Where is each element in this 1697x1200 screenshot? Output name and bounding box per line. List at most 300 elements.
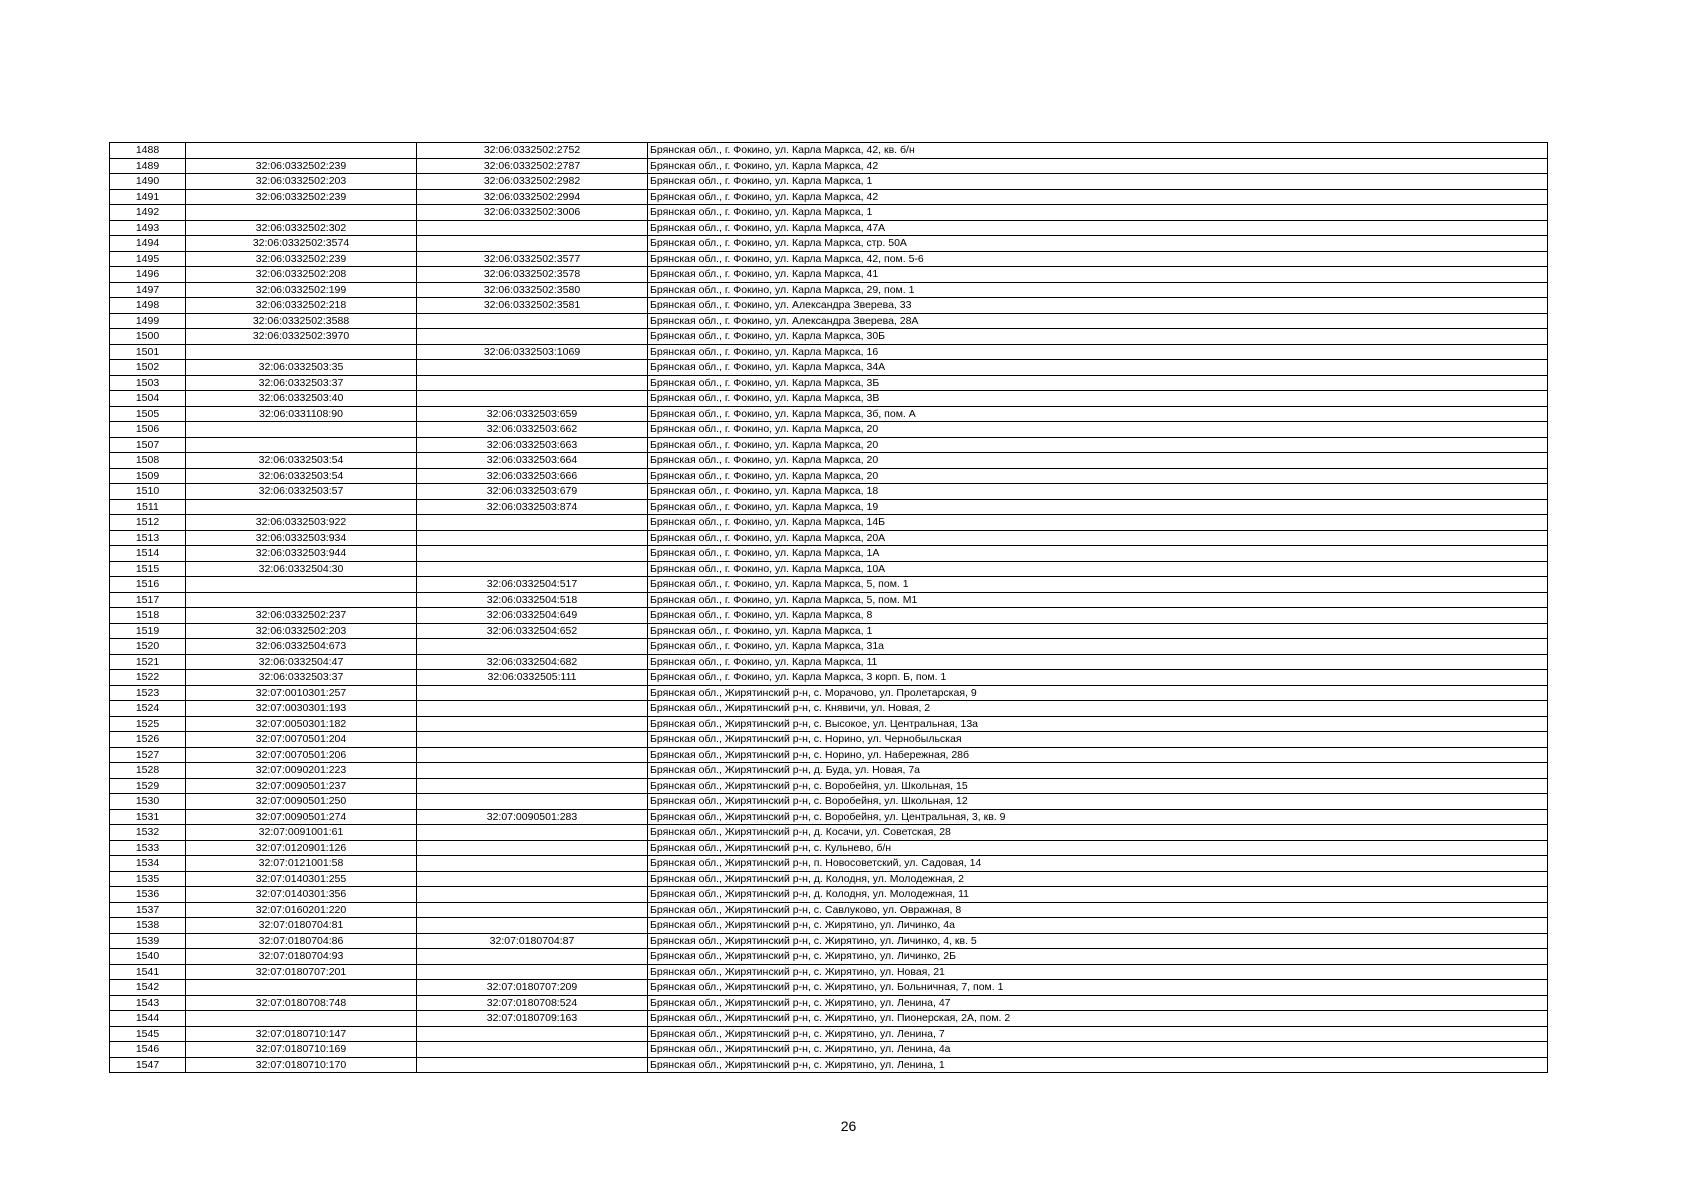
- address-cell: Брянская обл., г. Фокино, ул. Карла Маркса, 20: [648, 468, 1548, 484]
- address-cell: Брянская обл., Жирятинский р-н, д. Буда, ул. Новая, 7а: [648, 763, 1548, 779]
- address-cell: Брянская обл., г. Фокино, ул. Карла Маркса, 30Б: [648, 329, 1548, 345]
- row-number-cell: 1489: [110, 158, 186, 174]
- table-row: [110, 763, 1548, 779]
- table-row: [110, 995, 1548, 1011]
- object-cadastral-number-cell: [417, 918, 648, 934]
- row-number-cell: 1497: [110, 282, 186, 298]
- cadastral-number-cell: 32:07:0180710:169: [186, 1042, 417, 1058]
- row-number-cell: 1507: [110, 437, 186, 453]
- cadastral-number-cell: 32:06:0332503:934: [186, 530, 417, 546]
- table-row: [110, 1057, 1548, 1073]
- address-cell: Брянская обл., Жирятинский р-н, д. Косачи, ул. Советская, 28: [648, 825, 1548, 841]
- object-cadastral-number-cell: 32:06:0332502:2752: [417, 143, 648, 159]
- table-row: [110, 515, 1548, 531]
- object-cadastral-number-cell: 32:06:0332503:659: [417, 406, 648, 422]
- object-cadastral-number-cell: 32:06:0332502:3578: [417, 267, 648, 283]
- row-number-cell: 1527: [110, 747, 186, 763]
- cadastral-number-cell: 32:07:0180704:86: [186, 933, 417, 949]
- row-number-cell: 1500: [110, 329, 186, 345]
- row-number-cell: 1543: [110, 995, 186, 1011]
- object-cadastral-number-cell: [417, 778, 648, 794]
- object-cadastral-number-cell: 32:07:0180704:87: [417, 933, 648, 949]
- cadastral-number-cell: 32:06:0332504:30: [186, 561, 417, 577]
- object-cadastral-number-cell: [417, 375, 648, 391]
- row-number-cell: 1499: [110, 313, 186, 329]
- address-cell: Брянская обл., г. Фокино, ул. Карла Маркса, 34А: [648, 360, 1548, 376]
- object-cadastral-number-cell: 32:06:0332503:662: [417, 422, 648, 438]
- row-number-cell: 1519: [110, 623, 186, 639]
- address-cell: Брянская обл., г. Фокино, ул. Карла Маркса, 5, пом. М1: [648, 592, 1548, 608]
- address-cell: Брянская обл., г. Фокино, ул. Карла Маркса, 42, пом. 5-6: [648, 251, 1548, 267]
- address-cell: Брянская обл., г. Фокино, ул. Карла Маркса, 1: [648, 205, 1548, 221]
- object-cadastral-number-cell: [417, 871, 648, 887]
- cadastral-number-cell: 32:07:0030301:193: [186, 701, 417, 717]
- object-cadastral-number-cell: 32:06:0332502:3581: [417, 298, 648, 314]
- table-row: [110, 189, 1548, 205]
- row-number-cell: 1498: [110, 298, 186, 314]
- address-cell: Брянская обл., г. Фокино, ул. Карла Маркса, 31а: [648, 639, 1548, 655]
- address-cell: Брянская обл., г. Фокино, ул. Карла Маркса, 29, пом. 1: [648, 282, 1548, 298]
- cadastral-number-cell: 32:06:0332503:37: [186, 375, 417, 391]
- cadastral-number-cell: [186, 422, 417, 438]
- table-row: [110, 174, 1548, 190]
- address-cell: Брянская обл., Жирятинский р-н, с. Жирятино, ул. Личинко, 2Б: [648, 949, 1548, 965]
- cadastral-number-cell: 32:06:0332503:944: [186, 546, 417, 562]
- cadastral-number-cell: 32:07:0180704:93: [186, 949, 417, 965]
- row-number-cell: 1522: [110, 670, 186, 686]
- table-row: [110, 1042, 1548, 1058]
- row-number-cell: 1518: [110, 608, 186, 624]
- object-cadastral-number-cell: [417, 561, 648, 577]
- row-number-cell: 1493: [110, 220, 186, 236]
- records-table-body: [110, 143, 1548, 1073]
- cadastral-number-cell: 32:07:0180707:201: [186, 964, 417, 980]
- address-cell: Брянская обл., г. Фокино, ул. Карла Маркса, 20А: [648, 530, 1548, 546]
- object-cadastral-number-cell: 32:06:0332503:1069: [417, 344, 648, 360]
- address-cell: Брянская обл., Жирятинский р-н, с. Жирятино, ул. Больничная, 7, пом. 1: [648, 980, 1548, 996]
- row-number-cell: 1541: [110, 964, 186, 980]
- object-cadastral-number-cell: [417, 763, 648, 779]
- cadastral-number-cell: 32:06:0332503:54: [186, 453, 417, 469]
- object-cadastral-number-cell: 32:06:0332502:3580: [417, 282, 648, 298]
- table-row: [110, 298, 1548, 314]
- cadastral-number-cell: 32:06:0332502:203: [186, 174, 417, 190]
- table-row: [110, 406, 1548, 422]
- cadastral-number-cell: 32:07:0180710:170: [186, 1057, 417, 1073]
- object-cadastral-number-cell: 32:06:0332504:682: [417, 654, 648, 670]
- row-number-cell: 1517: [110, 592, 186, 608]
- table-row: [110, 825, 1548, 841]
- row-number-cell: 1513: [110, 530, 186, 546]
- address-cell: Брянская обл., Жирятинский р-н, с. Жирятино, ул. Ленина, 4а: [648, 1042, 1548, 1058]
- address-cell: Брянская обл., г. Фокино, ул. Карла Маркса, 20: [648, 422, 1548, 438]
- cadastral-number-cell: 32:07:0140301:356: [186, 887, 417, 903]
- table-row: [110, 236, 1548, 252]
- object-cadastral-number-cell: 32:06:0332503:664: [417, 453, 648, 469]
- cadastral-number-cell: 32:07:0070501:206: [186, 747, 417, 763]
- object-cadastral-number-cell: 32:07:0180709:163: [417, 1011, 648, 1027]
- row-number-cell: 1524: [110, 701, 186, 717]
- table-row: [110, 918, 1548, 934]
- row-number-cell: 1511: [110, 499, 186, 515]
- cadastral-number-cell: 32:06:0332504:673: [186, 639, 417, 655]
- table-row: [110, 794, 1548, 810]
- cadastral-number-cell: [186, 205, 417, 221]
- object-cadastral-number-cell: [417, 949, 648, 965]
- cadastral-number-cell: 32:06:0332503:37: [186, 670, 417, 686]
- row-number-cell: 1512: [110, 515, 186, 531]
- row-number-cell: 1501: [110, 344, 186, 360]
- cadastral-number-cell: 32:06:0332503:54: [186, 468, 417, 484]
- address-cell: Брянская обл., г. Фокино, ул. Карла Маркса, 3б, пом. А: [648, 406, 1548, 422]
- cadastral-number-cell: 32:06:0332502:218: [186, 298, 417, 314]
- object-cadastral-number-cell: [417, 902, 648, 918]
- table-row: [110, 716, 1548, 732]
- address-cell: Брянская обл., г. Фокино, ул. Карла Маркса, 5, пом. 1: [648, 577, 1548, 593]
- address-cell: Брянская обл., г. Фокино, ул. Александра Зверева, 33: [648, 298, 1548, 314]
- row-number-cell: 1514: [110, 546, 186, 562]
- row-number-cell: 1521: [110, 654, 186, 670]
- row-number-cell: 1538: [110, 918, 186, 934]
- table-row: [110, 949, 1548, 965]
- address-cell: Брянская обл., г. Фокино, ул. Карла Маркса, 42, кв. б/н: [648, 143, 1548, 159]
- row-number-cell: 1510: [110, 484, 186, 500]
- object-cadastral-number-cell: [417, 732, 648, 748]
- row-number-cell: 1536: [110, 887, 186, 903]
- object-cadastral-number-cell: 32:06:0332504:517: [417, 577, 648, 593]
- address-cell: Брянская обл., г. Фокино, ул. Карла Маркса, 1: [648, 623, 1548, 639]
- address-cell: Брянская обл., Жирятинский р-н, с. Норино, ул. Набережная, 28б: [648, 747, 1548, 763]
- cadastral-number-cell: 32:06:0332504:47: [186, 654, 417, 670]
- row-number-cell: 1534: [110, 856, 186, 872]
- cadastral-number-cell: 32:07:0160201:220: [186, 902, 417, 918]
- cadastral-number-cell: 32:06:0332502:199: [186, 282, 417, 298]
- row-number-cell: 1546: [110, 1042, 186, 1058]
- object-cadastral-number-cell: [417, 685, 648, 701]
- cadastral-number-cell: [186, 344, 417, 360]
- object-cadastral-number-cell: 32:06:0332502:2787: [417, 158, 648, 174]
- row-number-cell: 1491: [110, 189, 186, 205]
- cadastral-number-cell: 32:07:0180704:81: [186, 918, 417, 934]
- cadastral-number-cell: 32:06:0332502:203: [186, 623, 417, 639]
- cadastral-number-cell: [186, 1011, 417, 1027]
- row-number-cell: 1544: [110, 1011, 186, 1027]
- object-cadastral-number-cell: [417, 1042, 648, 1058]
- address-cell: Брянская обл., г. Фокино, ул. Карла Маркса, 20: [648, 437, 1548, 453]
- cadastral-number-cell: 32:07:0090501:274: [186, 809, 417, 825]
- address-cell: Брянская обл., г. Фокино, ул. Карла Маркса, 11: [648, 654, 1548, 670]
- page-number: 26: [840, 1118, 857, 1134]
- object-cadastral-number-cell: 32:06:0332504:518: [417, 592, 648, 608]
- cadastral-number-cell: 32:06:0332502:3574: [186, 236, 417, 252]
- cadastral-number-cell: 32:07:0090501:250: [186, 794, 417, 810]
- address-cell: Брянская обл., Жирятинский р-н, с. Жирятино, ул. Пионерская, 2А, пом. 2: [648, 1011, 1548, 1027]
- row-number-cell: 1545: [110, 1026, 186, 1042]
- address-cell: Брянская обл., г. Фокино, ул. Карла Маркса, 3 корп. Б, пом. 1: [648, 670, 1548, 686]
- row-number-cell: 1488: [110, 143, 186, 159]
- row-number-cell: 1526: [110, 732, 186, 748]
- object-cadastral-number-cell: [417, 1026, 648, 1042]
- address-cell: Брянская обл., Жирятинский р-н, с. Жирятино, ул. Ленина, 47: [648, 995, 1548, 1011]
- object-cadastral-number-cell: 32:06:0332502:3577: [417, 251, 648, 267]
- table-row: [110, 453, 1548, 469]
- object-cadastral-number-cell: [417, 747, 648, 763]
- cadastral-number-cell: 32:07:0140301:255: [186, 871, 417, 887]
- table-row: [110, 887, 1548, 903]
- cadastral-number-cell: 32:07:0180710:147: [186, 1026, 417, 1042]
- row-number-cell: 1540: [110, 949, 186, 965]
- cadastral-number-cell: 32:06:0332502:302: [186, 220, 417, 236]
- address-cell: Брянская обл., Жирятинский р-н, с. Жирятино, ул. Ленина, 7: [648, 1026, 1548, 1042]
- object-cadastral-number-cell: [417, 840, 648, 856]
- table-row: [110, 732, 1548, 748]
- row-number-cell: 1539: [110, 933, 186, 949]
- table-row: [110, 639, 1548, 655]
- table-row: [110, 933, 1548, 949]
- row-number-cell: 1531: [110, 809, 186, 825]
- address-cell: Брянская обл., Жирятинский р-н, с. Кульнево, б/н: [648, 840, 1548, 856]
- cadastral-number-cell: 32:06:0332502:239: [186, 189, 417, 205]
- table-row: [110, 267, 1548, 283]
- table-row: [110, 422, 1548, 438]
- address-cell: Брянская обл., г. Фокино, ул. Карла Маркса, 3В: [648, 391, 1548, 407]
- object-cadastral-number-cell: [417, 360, 648, 376]
- table-row: [110, 1011, 1548, 1027]
- row-number-cell: 1529: [110, 778, 186, 794]
- table-row: [110, 809, 1548, 825]
- object-cadastral-number-cell: [417, 856, 648, 872]
- object-cadastral-number-cell: [417, 391, 648, 407]
- address-cell: Брянская обл., г. Фокино, ул. Карла Маркса, 19: [648, 499, 1548, 515]
- object-cadastral-number-cell: [417, 329, 648, 345]
- table-row: [110, 499, 1548, 515]
- cadastral-number-cell: 32:06:0332503:40: [186, 391, 417, 407]
- cadastral-number-cell: 32:07:0070501:204: [186, 732, 417, 748]
- address-cell: Брянская обл., г. Фокино, ул. Карла Маркса, 18: [648, 484, 1548, 500]
- cadastral-number-cell: 32:07:0090201:223: [186, 763, 417, 779]
- table-row: [110, 375, 1548, 391]
- address-cell: Брянская обл., г. Фокино, ул. Карла Маркса, 42: [648, 189, 1548, 205]
- row-number-cell: 1528: [110, 763, 186, 779]
- object-cadastral-number-cell: [417, 794, 648, 810]
- table-row: [110, 980, 1548, 996]
- address-cell: Брянская обл., Жирятинский р-н, с. Морачово, ул. Пролетарская, 9: [648, 685, 1548, 701]
- object-cadastral-number-cell: [417, 701, 648, 717]
- address-cell: Брянская обл., Жирятинский р-н, с. Норино, ул. Чернобыльская: [648, 732, 1548, 748]
- address-cell: Брянская обл., г. Фокино, ул. Карла Маркса, 3Б: [648, 375, 1548, 391]
- cadastral-number-cell: 32:06:0332502:239: [186, 251, 417, 267]
- row-number-cell: 1494: [110, 236, 186, 252]
- row-number-cell: 1535: [110, 871, 186, 887]
- table-row: [110, 747, 1548, 763]
- cadastral-number-cell: 32:07:0091001:61: [186, 825, 417, 841]
- address-cell: Брянская обл., Жирятинский р-н, д. Колодня, ул. Молодежная, 2: [648, 871, 1548, 887]
- object-cadastral-number-cell: 32:07:0180708:524: [417, 995, 648, 1011]
- table-row: [110, 670, 1548, 686]
- row-number-cell: 1506: [110, 422, 186, 438]
- table-row: [110, 391, 1548, 407]
- address-cell: Брянская обл., Жирятинский р-н, д. Колодня, ул. Молодежная, 11: [648, 887, 1548, 903]
- table-row: [110, 484, 1548, 500]
- row-number-cell: 1502: [110, 360, 186, 376]
- address-cell: Брянская обл., г. Фокино, ул. Карла Маркса, 1А: [648, 546, 1548, 562]
- row-number-cell: 1515: [110, 561, 186, 577]
- cadastral-number-cell: [186, 437, 417, 453]
- address-cell: Брянская обл., Жирятинский р-н, с. Жирятино, ул. Новая, 21: [648, 964, 1548, 980]
- row-number-cell: 1504: [110, 391, 186, 407]
- table-row: [110, 546, 1548, 562]
- cadastral-number-cell: 32:06:0332503:35: [186, 360, 417, 376]
- object-cadastral-number-cell: [417, 530, 648, 546]
- object-cadastral-number-cell: [417, 236, 648, 252]
- cadastral-number-cell: 32:06:0332502:3588: [186, 313, 417, 329]
- table-row: [110, 329, 1548, 345]
- row-number-cell: 1503: [110, 375, 186, 391]
- table-row: [110, 592, 1548, 608]
- object-cadastral-number-cell: [417, 313, 648, 329]
- cadastral-number-cell: 32:06:0332503:922: [186, 515, 417, 531]
- object-cadastral-number-cell: 32:06:0332503:666: [417, 468, 648, 484]
- cadastral-number-cell: 32:06:0332503:57: [186, 484, 417, 500]
- address-cell: Брянская обл., г. Фокино, ул. Карла Маркса, 14Б: [648, 515, 1548, 531]
- row-number-cell: 1490: [110, 174, 186, 190]
- table-row: [110, 360, 1548, 376]
- cadastral-number-cell: 32:06:0332502:239: [186, 158, 417, 174]
- table-row: [110, 468, 1548, 484]
- row-number-cell: 1505: [110, 406, 186, 422]
- address-cell: Брянская обл., г. Фокино, ул. Карла Маркса, 42: [648, 158, 1548, 174]
- address-cell: Брянская обл., г. Фокино, ул. Александра Зверева, 28А: [648, 313, 1548, 329]
- table-row: [110, 577, 1548, 593]
- table-row: [110, 205, 1548, 221]
- address-cell: Брянская обл., г. Фокино, ул. Карла Маркса, 47А: [648, 220, 1548, 236]
- object-cadastral-number-cell: 32:06:0332503:679: [417, 484, 648, 500]
- row-number-cell: 1508: [110, 453, 186, 469]
- cadastral-number-cell: 32:07:0050301:182: [186, 716, 417, 732]
- table-row: [110, 143, 1548, 159]
- row-number-cell: 1532: [110, 825, 186, 841]
- object-cadastral-number-cell: 32:06:0332502:3006: [417, 205, 648, 221]
- cadastral-number-cell: 32:06:0331108:90: [186, 406, 417, 422]
- table-row: [110, 313, 1548, 329]
- table-row: [110, 623, 1548, 639]
- cadastral-number-cell: 32:07:0010301:257: [186, 685, 417, 701]
- row-number-cell: 1520: [110, 639, 186, 655]
- table-row: [110, 685, 1548, 701]
- object-cadastral-number-cell: [417, 639, 648, 655]
- table-row: [110, 701, 1548, 717]
- address-cell: Брянская обл., Жирятинский р-н, с. Княвичи, ул. Новая, 2: [648, 701, 1548, 717]
- object-cadastral-number-cell: [417, 964, 648, 980]
- cadastral-number-cell: 32:06:0332502:3970: [186, 329, 417, 345]
- row-number-cell: 1509: [110, 468, 186, 484]
- row-number-cell: 1525: [110, 716, 186, 732]
- object-cadastral-number-cell: 32:06:0332502:2982: [417, 174, 648, 190]
- row-number-cell: 1530: [110, 794, 186, 810]
- cadastral-number-cell: 32:06:0332502:208: [186, 267, 417, 283]
- object-cadastral-number-cell: 32:07:0180707:209: [417, 980, 648, 996]
- row-number-cell: 1533: [110, 840, 186, 856]
- address-cell: Брянская обл., г. Фокино, ул. Карла Маркса, 8: [648, 608, 1548, 624]
- table-row: [110, 840, 1548, 856]
- table-row: [110, 778, 1548, 794]
- table-row: [110, 1026, 1548, 1042]
- cadastral-number-cell: [186, 499, 417, 515]
- table-row: [110, 437, 1548, 453]
- address-cell: Брянская обл., Жирятинский р-н, с. Савлуково, ул. Овражная, 8: [648, 902, 1548, 918]
- cadastral-number-cell: [186, 577, 417, 593]
- object-cadastral-number-cell: 32:06:0332504:652: [417, 623, 648, 639]
- address-cell: Брянская обл., Жирятинский р-н, с. Воробейня, ул. Центральная, 3, кв. 9: [648, 809, 1548, 825]
- cadastral-number-cell: [186, 592, 417, 608]
- row-number-cell: 1496: [110, 267, 186, 283]
- object-cadastral-number-cell: 32:06:0332505:111: [417, 670, 648, 686]
- cadastral-number-cell: 32:07:0180708:748: [186, 995, 417, 1011]
- table-row: [110, 654, 1548, 670]
- object-cadastral-number-cell: [417, 825, 648, 841]
- table-row: [110, 158, 1548, 174]
- row-number-cell: 1495: [110, 251, 186, 267]
- object-cadastral-number-cell: 32:06:0332503:874: [417, 499, 648, 515]
- address-cell: Брянская обл., г. Фокино, ул. Карла Маркса, 16: [648, 344, 1548, 360]
- address-cell: Брянская обл., Жирятинский р-н, с. Высокое, ул. Центральная, 13а: [648, 716, 1548, 732]
- row-number-cell: 1492: [110, 205, 186, 221]
- object-cadastral-number-cell: [417, 716, 648, 732]
- object-cadastral-number-cell: [417, 887, 648, 903]
- address-cell: Брянская обл., Жирятинский р-н, с. Жирятино, ул. Личинко, 4а: [648, 918, 1548, 934]
- address-cell: Брянская обл., г. Фокино, ул. Карла Маркса, 10А: [648, 561, 1548, 577]
- cadastral-number-cell: [186, 980, 417, 996]
- object-cadastral-number-cell: [417, 515, 648, 531]
- address-cell: Брянская обл., г. Фокино, ул. Карла Маркса, 1: [648, 174, 1548, 190]
- table-row: [110, 220, 1548, 236]
- cadastral-number-cell: [186, 143, 417, 159]
- object-cadastral-number-cell: [417, 220, 648, 236]
- object-cadastral-number-cell: 32:06:0332504:649: [417, 608, 648, 624]
- table-row: [110, 902, 1548, 918]
- cadastral-number-cell: 32:07:0121001:58: [186, 856, 417, 872]
- row-number-cell: 1547: [110, 1057, 186, 1073]
- row-number-cell: 1516: [110, 577, 186, 593]
- row-number-cell: 1523: [110, 685, 186, 701]
- records-table: [109, 142, 1548, 1073]
- cadastral-number-cell: 32:07:0090501:237: [186, 778, 417, 794]
- address-cell: Брянская обл., г. Фокино, ул. Карла Маркса, 41: [648, 267, 1548, 283]
- table-row: [110, 608, 1548, 624]
- address-cell: Брянская обл., Жирятинский р-н, п. Новосоветский, ул. Садовая, 14: [648, 856, 1548, 872]
- object-cadastral-number-cell: 32:06:0332503:663: [417, 437, 648, 453]
- table-row: [110, 530, 1548, 546]
- object-cadastral-number-cell: [417, 1057, 648, 1073]
- object-cadastral-number-cell: 32:06:0332502:2994: [417, 189, 648, 205]
- table-row: [110, 282, 1548, 298]
- object-cadastral-number-cell: [417, 546, 648, 562]
- address-cell: Брянская обл., Жирятинский р-н, с. Воробейня, ул. Школьная, 12: [648, 794, 1548, 810]
- table-row: [110, 964, 1548, 980]
- table-row: [110, 251, 1548, 267]
- object-cadastral-number-cell: 32:07:0090501:283: [417, 809, 648, 825]
- table-row: [110, 344, 1548, 360]
- row-number-cell: 1537: [110, 902, 186, 918]
- table-row: [110, 871, 1548, 887]
- address-cell: Брянская обл., г. Фокино, ул. Карла Маркса, 20: [648, 453, 1548, 469]
- cadastral-number-cell: 32:07:0120901:126: [186, 840, 417, 856]
- address-cell: Брянская обл., Жирятинский р-н, с. Воробейня, ул. Школьная, 15: [648, 778, 1548, 794]
- address-cell: Брянская обл., г. Фокино, ул. Карла Маркса, стр. 50А: [648, 236, 1548, 252]
- table-row: [110, 856, 1548, 872]
- row-number-cell: 1542: [110, 980, 186, 996]
- table-row: [110, 561, 1548, 577]
